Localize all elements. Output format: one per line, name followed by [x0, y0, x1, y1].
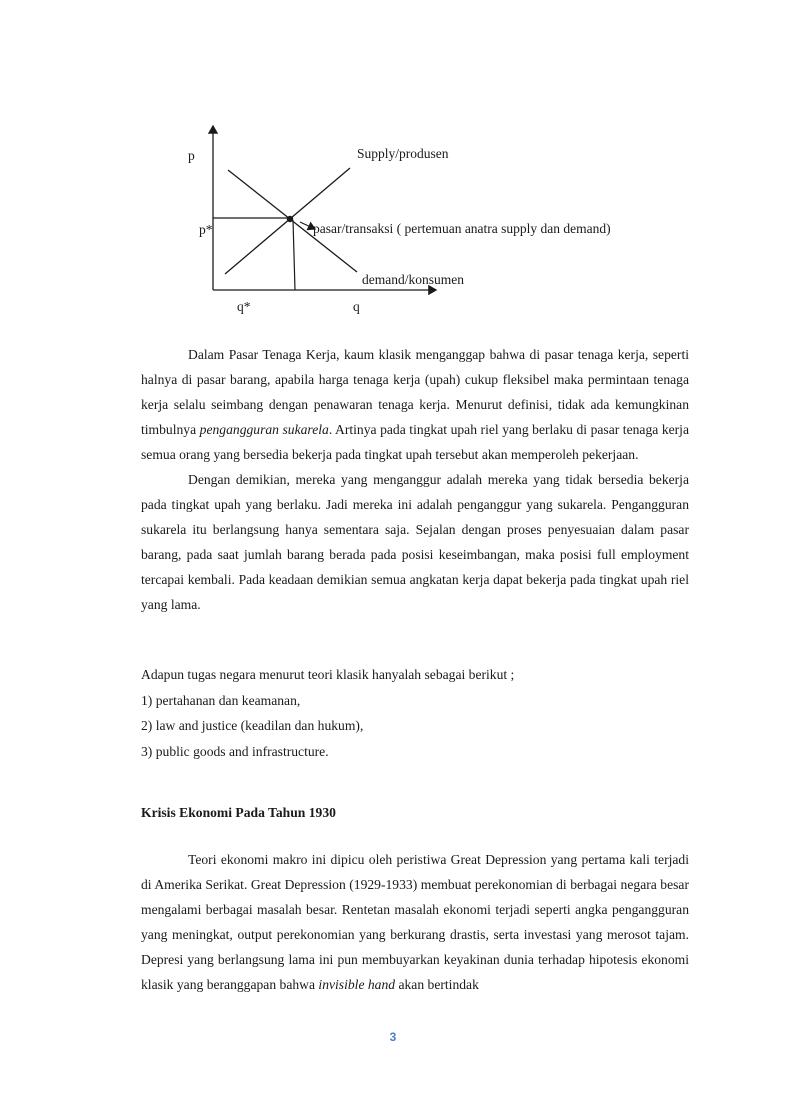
section-paragraph	[141, 847, 689, 997]
x-axis-label: q	[353, 299, 360, 314]
y-axis-label: p	[188, 148, 195, 163]
paragraph-2: Dengan demikian, mereka yang menganggur adalah mereka yang tidak bersedia bekerja pada tingkat upah yang berlaku. Jadi mereka ini adalah penganggur yang sukarela. Pengangguran sukarela itu berlangsung hanya sementara saja. Sejalan dengan proses penyesuaian dalam pasar barang, pada saat jumlah barang berada pada posisi keseimbangan, maka posisi full employment tercapai kembali. Pada keadaan demikian semua angkatan kerja dapat bekerja pada tingkat upah riel yang lama.	[141, 472, 689, 612]
quantity-equilibrium-label: q*	[237, 299, 251, 314]
price-equilibrium-label: p*	[199, 222, 213, 237]
market-label: pasar/transaksi ( pertemuan anatra supply dan demand)	[313, 221, 611, 236]
list-intro: Adapun tugas negara menurut teori klasik hanyalah sebagai berikut ;	[141, 667, 515, 682]
paragraph-1-text: Dalam Pasar Tenaga Kerja, kaum klasik menganggap bahwa di pasar tenaga kerja, seperti halnya di pasar barang, apabila harga tenaga kerja (upah) cukup fleksibel maka permintaan tenaga kerja selalu seimbang dengan penawaran tenaga kerja. Menurut definisi, tidak ada kemungkinan timbulnya	[141, 347, 689, 437]
list-item: 2) law and justice (keadilan dan hukum),	[141, 718, 364, 733]
section-heading: Krisis Ekonomi Pada Tahun 1930	[141, 805, 336, 820]
list-item: 3) public goods and infrastructure.	[141, 743, 329, 759]
list-item: 1) pertahanan dan keamanan,	[141, 692, 301, 708]
state-duties-list	[141, 662, 689, 764]
body-paragraphs	[141, 342, 689, 617]
equilibrium-point	[287, 216, 293, 222]
section-paragraph-text: Teori ekonomi makro ini dipicu oleh peristiwa Great Depression yang pertama kali terjadi di Amerika Serikat. Great Depression (1929-1933) membuat perekonomian di berbagai negara besar mengalami berbagai masalah besar. Rentetan masalah ekonomi terjadi seperti angka pengangguran yang meningkat, output perekonomian yang berkurang drastis, serta investasi yang merosot tajam. Depresi yang berlangsung lama ini pun membuyarkan keyakinan dunia terhadap hipotesis ekonomi klasik yang beranggapan bahwa	[141, 852, 689, 992]
paragraph-1-text-end: . Artinya pada tingkat upah riel yang berlaku di pasar tenaga kerja semua orang yang bersedia bekerja pada tingkat upah tersebut akan memperoleh pekerjaan.	[141, 422, 689, 462]
section-body	[141, 847, 689, 997]
page-number: 3	[389, 1030, 397, 1044]
supply-label: Supply/produsen	[357, 146, 449, 161]
section-paragraph-text-end: akan bertindak	[395, 977, 479, 992]
quantity-equilibrium-line	[293, 220, 295, 290]
paragraph-1	[141, 342, 689, 467]
section-paragraph-italic: invisible hand	[318, 977, 396, 992]
supply-demand-diagram	[170, 118, 670, 328]
demand-label: demand/konsumen	[362, 272, 464, 287]
paragraph-1-italic: pengangguran sukarela	[199, 422, 329, 437]
